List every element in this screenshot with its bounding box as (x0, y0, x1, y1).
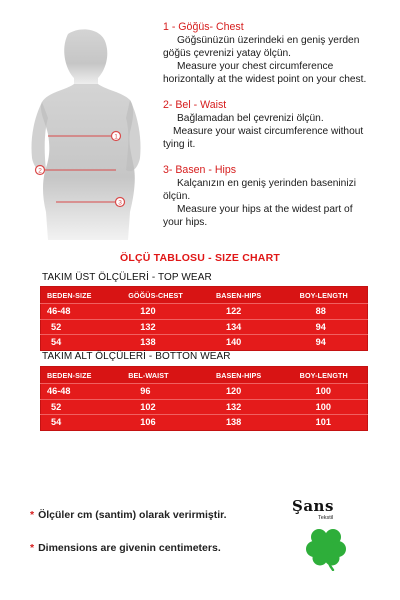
marker-1-label: 1 (114, 133, 118, 141)
instruction-line: horizontally at the widest point on your chest. (163, 74, 367, 85)
table-cell: 100 (315, 401, 332, 412)
table-row (41, 304, 368, 320)
instruction-line: Measure your waist circumference without (173, 126, 364, 137)
table-cell: 88 (315, 306, 326, 317)
clover-icon (302, 525, 350, 571)
marker-3-label: 3 (118, 199, 122, 207)
measurement-instructions (163, 20, 395, 237)
bottom-wear-table (40, 366, 368, 431)
note-star: * (30, 542, 35, 554)
instruction-line: Measure your hips at the widest part of (177, 204, 353, 215)
top-wear-label: TAKIM ÜST ÖLÇÜLERİ - TOP WEAR (42, 272, 212, 283)
marker-1 (112, 132, 121, 141)
instruction-waist-title: 2- Bel - Waist (163, 99, 227, 111)
table-header-cell: BEDEN-SIZE (47, 370, 92, 380)
table-header-cell: BEL-WAIST (128, 370, 169, 380)
table-header-row (41, 287, 368, 304)
table-cell: 134 (225, 321, 242, 332)
brand-logo (290, 497, 360, 575)
top-wear-table (40, 286, 368, 351)
marker-2-label: 2 (38, 167, 42, 175)
table-row (41, 399, 368, 415)
instruction-hips-title: 3- Basen - Hips (163, 164, 237, 176)
instruction-line: Göğsünüzün üzerindeki en geniş yerden (177, 35, 360, 46)
note-text: Dimensions are givenin centimeters. (38, 542, 221, 554)
table-header-cell: BEDEN-SIZE (47, 290, 92, 300)
table-cell: 54 (51, 417, 62, 428)
instruction-line: tying it. (163, 139, 196, 150)
table-cell: 94 (315, 337, 326, 348)
instruction-line: ölçün. (163, 191, 191, 202)
table-cell: 46-48 (47, 386, 71, 397)
table-cell: 122 (225, 306, 242, 317)
table-cell: 138 (140, 337, 156, 348)
silhouette-head (64, 29, 107, 86)
bottom-wear-label: TAKIM ALT ÖLÇÜLERİ - BOTTON WEAR (42, 351, 231, 362)
instruction-line: Measure your chest circumference (177, 61, 334, 72)
table-cell: 132 (140, 321, 156, 332)
marker-3 (116, 198, 125, 207)
note-star: * (30, 509, 35, 521)
instruction-hips (163, 163, 395, 229)
instruction-chest-title: 1 - Göğüs- Chest (163, 21, 244, 33)
instruction-chest (163, 20, 395, 86)
table-header-cell: BASEN-HIPS (215, 370, 262, 380)
table-cell: 102 (140, 401, 156, 412)
table-row (41, 415, 368, 431)
silhouette-torso (41, 84, 135, 240)
instruction-waist (163, 98, 395, 151)
table-cell: 46-48 (47, 306, 71, 317)
table-header-row (41, 367, 368, 384)
table-cell: 54 (51, 337, 62, 348)
instruction-line: göğüs çevrenizi yatay ölçün. (163, 48, 291, 59)
table-cell: 52 (51, 401, 62, 412)
silhouette-left-arm (31, 102, 48, 171)
table-row (41, 319, 368, 335)
table-header-cell: GÖĞÜS-CHEST (128, 290, 183, 300)
body-silhouette-figure (18, 28, 150, 240)
table-cell: 120 (225, 386, 242, 397)
logo-name: Şans (292, 497, 334, 515)
table-cell: 100 (315, 386, 332, 397)
table-header-cell: BOY-LENGTH (299, 370, 348, 380)
instruction-line: Kalçanızın en geniş yerinden baseninizi (177, 178, 356, 189)
silhouette-svg (18, 28, 150, 240)
table-cell: 96 (140, 386, 151, 397)
logo-subtitle: Tekstil (318, 515, 334, 521)
table-row (41, 335, 368, 351)
size-chart-title: ÖLÇÜ TABLOSU - SIZE CHART (120, 252, 280, 264)
note-units-tr (30, 509, 227, 521)
table-row (41, 384, 368, 400)
table-header-cell: BASEN-HIPS (215, 290, 262, 300)
table-cell: 120 (140, 306, 156, 317)
note-units-en (30, 542, 221, 554)
instruction-line: Bağlamadan bel çevrenizi ölçün. (177, 113, 324, 124)
table-cell: 101 (315, 417, 332, 428)
marker-2 (36, 166, 45, 175)
table-cell: 94 (315, 321, 326, 332)
table-cell: 52 (51, 321, 62, 332)
table-header-cell: BOY-LENGTH (299, 290, 348, 300)
table-cell: 138 (225, 417, 242, 428)
table-cell: 132 (225, 401, 242, 412)
table-cell: 106 (140, 417, 156, 428)
instruction-line: your hips. (163, 217, 208, 228)
note-text: Ölçüler cm (santim) olarak verirmiştir. (38, 509, 227, 521)
table-cell: 140 (225, 337, 242, 348)
